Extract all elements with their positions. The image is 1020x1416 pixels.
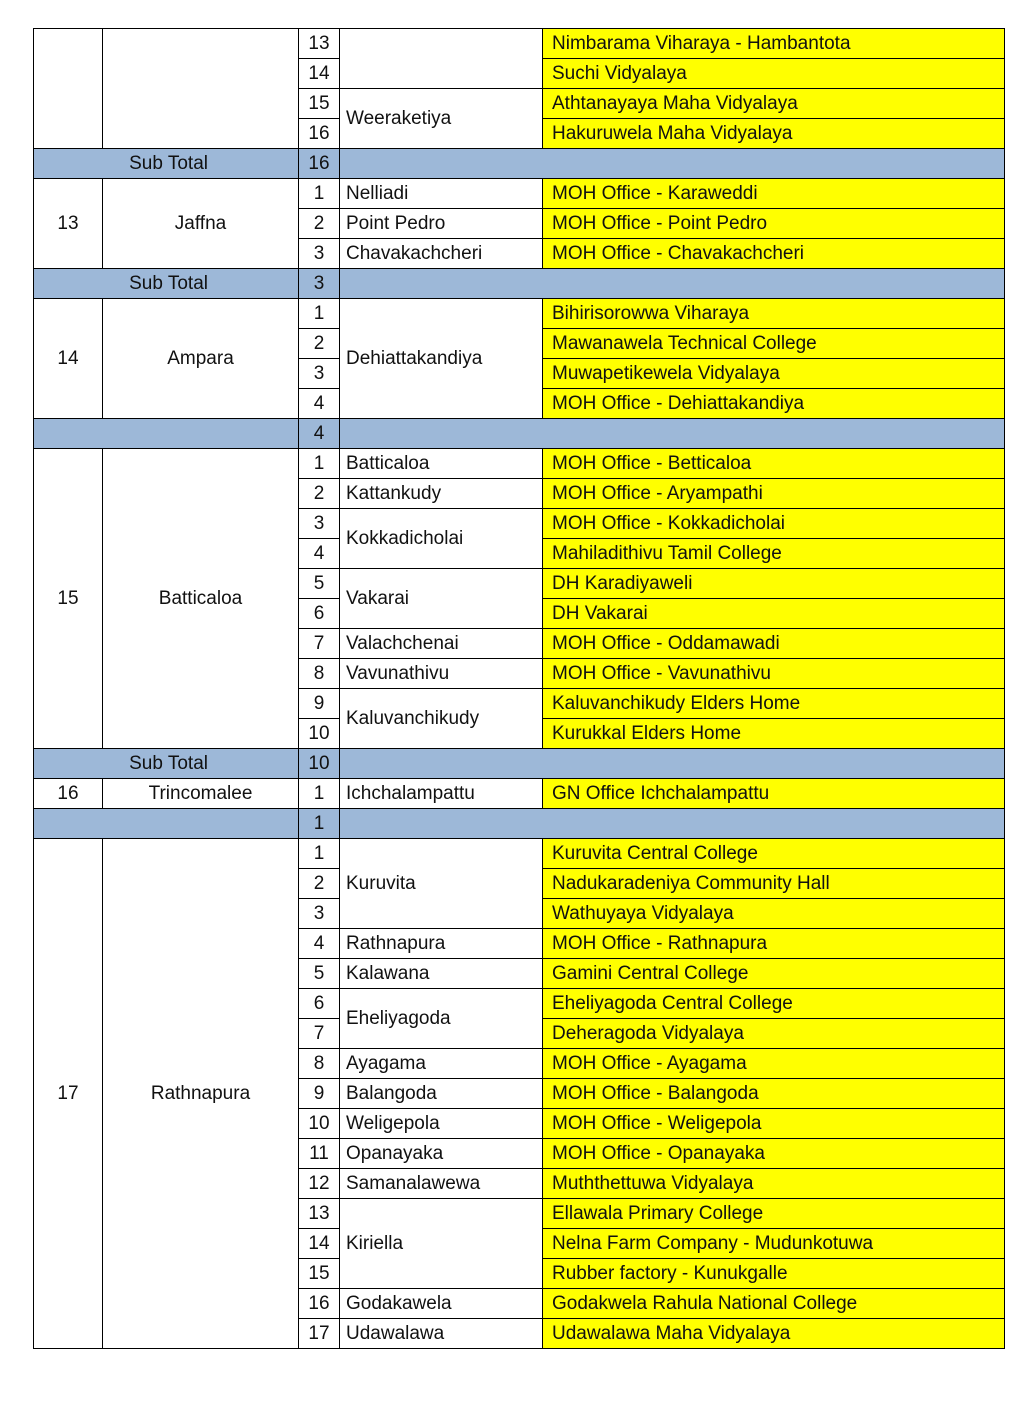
moh-area-cell: Nelliadi xyxy=(340,179,543,209)
serial-number-cell: 13 xyxy=(299,29,340,59)
serial-number-cell: 5 xyxy=(299,959,340,989)
subtotal-count: 3 xyxy=(299,269,340,299)
subtotal-count: 1 xyxy=(299,809,340,839)
table-row xyxy=(34,839,1005,869)
serial-number-cell: 9 xyxy=(299,689,340,719)
serial-number-cell: 15 xyxy=(299,89,340,119)
location-cell: Gamini Central College xyxy=(543,959,1005,989)
serial-number-cell: 16 xyxy=(299,119,340,149)
serial-number-cell: 2 xyxy=(299,329,340,359)
serial-number-cell: 11 xyxy=(299,1139,340,1169)
serial-number-cell: 15 xyxy=(299,1259,340,1289)
moh-area-cell: Valachchenai xyxy=(340,629,543,659)
location-cell: MOH Office - Aryampathi xyxy=(543,479,1005,509)
location-cell: Nimbarama Viharaya - Hambantota xyxy=(543,29,1005,59)
serial-number-cell: 14 xyxy=(299,59,340,89)
location-cell: MOH Office - Dehiattakandiya xyxy=(543,389,1005,419)
moh-area-cell: Kiriella xyxy=(340,1199,543,1289)
table-row xyxy=(34,779,1005,809)
moh-area-cell: Vavunathivu xyxy=(340,659,543,689)
location-cell: MOH Office - Kokkadicholai xyxy=(543,509,1005,539)
table-row xyxy=(34,29,1005,59)
subtotal-label: Sub Total xyxy=(34,269,299,299)
serial-number-cell: 5 xyxy=(299,569,340,599)
table-row xyxy=(34,299,1005,329)
location-cell: MOH Office - Chavakachcheri xyxy=(543,239,1005,269)
location-cell: Muththettuwa Vidyalaya xyxy=(543,1169,1005,1199)
location-cell: Suchi Vidyalaya xyxy=(543,59,1005,89)
moh-area-cell: Point Pedro xyxy=(340,209,543,239)
table-row xyxy=(34,449,1005,479)
serial-number-cell: 7 xyxy=(299,1019,340,1049)
location-cell: MOH Office - Vavunathivu xyxy=(543,659,1005,689)
serial-number-cell: 6 xyxy=(299,989,340,1019)
location-cell: Eheliyagoda Central College xyxy=(543,989,1005,1019)
subtotal-row xyxy=(34,749,1005,779)
location-cell: MOH Office - Weligepola xyxy=(543,1109,1005,1139)
serial-number-cell: 13 xyxy=(299,1199,340,1229)
location-cell: Ellawala Primary College xyxy=(543,1199,1005,1229)
serial-number-cell: 8 xyxy=(299,659,340,689)
moh-area-cell: Udawalawa xyxy=(340,1319,543,1349)
subtotal-label xyxy=(34,419,299,449)
serial-number-cell: 14 xyxy=(299,1229,340,1259)
subtotal-row xyxy=(34,269,1005,299)
serial-number-cell: 1 xyxy=(299,449,340,479)
location-cell: Rubber factory - Kunukgalle xyxy=(543,1259,1005,1289)
district-number-cell: 15 xyxy=(34,449,103,749)
moh-area-cell: Kuruvita xyxy=(340,839,543,929)
moh-area-cell xyxy=(340,29,543,89)
moh-area-cell: Kalawana xyxy=(340,959,543,989)
location-cell: DH Karadiyaweli xyxy=(543,569,1005,599)
serial-number-cell: 1 xyxy=(299,839,340,869)
vaccination-centres-table xyxy=(33,28,1005,1349)
moh-area-cell: Opanayaka xyxy=(340,1139,543,1169)
location-cell: Deheragoda Vidyalaya xyxy=(543,1019,1005,1049)
serial-number-cell: 10 xyxy=(299,719,340,749)
serial-number-cell: 10 xyxy=(299,1109,340,1139)
location-cell: Hakuruwela Maha Vidyalaya xyxy=(543,119,1005,149)
serial-number-cell: 2 xyxy=(299,209,340,239)
serial-number-cell: 3 xyxy=(299,239,340,269)
district-number-cell: 14 xyxy=(34,299,103,419)
moh-area-cell: Rathnapura xyxy=(340,929,543,959)
district-number-cell: 13 xyxy=(34,179,103,269)
district-number-cell: 16 xyxy=(34,779,103,809)
subtotal-count: 10 xyxy=(299,749,340,779)
subtotal-row xyxy=(34,149,1005,179)
district-name-cell: Trincomalee xyxy=(103,779,299,809)
location-cell: Udawalawa Maha Vidyalaya xyxy=(543,1319,1005,1349)
location-cell: Nadukaradeniya Community Hall xyxy=(543,869,1005,899)
district-name-cell: Rathnapura xyxy=(103,839,299,1349)
location-cell: Kurukkal Elders Home xyxy=(543,719,1005,749)
location-cell: Nelna Farm Company - Mudunkotuwa xyxy=(543,1229,1005,1259)
location-cell: MOH Office - Ayagama xyxy=(543,1049,1005,1079)
moh-area-cell: Vakarai xyxy=(340,569,543,629)
moh-area-cell: Ichchalampattu xyxy=(340,779,543,809)
serial-number-cell: 3 xyxy=(299,509,340,539)
serial-number-cell: 3 xyxy=(299,359,340,389)
moh-area-cell: Batticaloa xyxy=(340,449,543,479)
location-cell: MOH Office - Rathnapura xyxy=(543,929,1005,959)
subtotal-blank-cell xyxy=(340,809,1005,839)
location-cell: Muwapetikewela Vidyalaya xyxy=(543,359,1005,389)
location-cell: Kuruvita Central College xyxy=(543,839,1005,869)
subtotal-label: Sub Total xyxy=(34,749,299,779)
moh-area-cell: Kaluvanchikudy xyxy=(340,689,543,749)
location-cell: Bihirisorowwa Viharaya xyxy=(543,299,1005,329)
moh-area-cell: Balangoda xyxy=(340,1079,543,1109)
serial-number-cell: 1 xyxy=(299,779,340,809)
subtotal-blank-cell xyxy=(340,419,1005,449)
serial-number-cell: 6 xyxy=(299,599,340,629)
table-row xyxy=(34,179,1005,209)
moh-area-cell: Chavakachcheri xyxy=(340,239,543,269)
district-number-cell: 17 xyxy=(34,839,103,1349)
district-name-cell: Jaffna xyxy=(103,179,299,269)
district-name-cell: Ampara xyxy=(103,299,299,419)
location-cell: DH Vakarai xyxy=(543,599,1005,629)
moh-area-cell: Ayagama xyxy=(340,1049,543,1079)
location-cell: Kaluvanchikudy Elders Home xyxy=(543,689,1005,719)
subtotal-row xyxy=(34,809,1005,839)
moh-area-cell: Kokkadicholai xyxy=(340,509,543,569)
subtotal-row xyxy=(34,419,1005,449)
location-cell: GN Office Ichchalampattu xyxy=(543,779,1005,809)
moh-area-cell: Dehiattakandiya xyxy=(340,299,543,419)
location-cell: Mahiladithivu Tamil College xyxy=(543,539,1005,569)
subtotal-blank-cell xyxy=(340,749,1005,779)
location-cell: Godakwela Rahula National College xyxy=(543,1289,1005,1319)
serial-number-cell: 12 xyxy=(299,1169,340,1199)
moh-area-cell: Weeraketiya xyxy=(340,89,543,149)
serial-number-cell: 17 xyxy=(299,1319,340,1349)
subtotal-label xyxy=(34,809,299,839)
serial-number-cell: 4 xyxy=(299,929,340,959)
serial-number-cell: 8 xyxy=(299,1049,340,1079)
subtotal-count: 16 xyxy=(299,149,340,179)
serial-number-cell: 7 xyxy=(299,629,340,659)
subtotal-blank-cell xyxy=(340,149,1005,179)
serial-number-cell: 1 xyxy=(299,299,340,329)
location-cell: Athtanayaya Maha Vidyalaya xyxy=(543,89,1005,119)
moh-area-cell: Godakawela xyxy=(340,1289,543,1319)
location-cell: MOH Office - Karaweddi xyxy=(543,179,1005,209)
location-cell: MOH Office - Balangoda xyxy=(543,1079,1005,1109)
subtotal-count: 4 xyxy=(299,419,340,449)
district-name-cell: Batticaloa xyxy=(103,449,299,749)
location-cell: MOH Office - Opanayaka xyxy=(543,1139,1005,1169)
location-cell: Wathuyaya Vidyalaya xyxy=(543,899,1005,929)
subtotal-blank-cell xyxy=(340,269,1005,299)
moh-area-cell: Weligepola xyxy=(340,1109,543,1139)
moh-area-cell: Eheliyagoda xyxy=(340,989,543,1049)
location-cell: Mawanawela Technical College xyxy=(543,329,1005,359)
serial-number-cell: 4 xyxy=(299,389,340,419)
moh-area-cell: Samanalawewa xyxy=(340,1169,543,1199)
serial-number-cell: 1 xyxy=(299,179,340,209)
subtotal-label: Sub Total xyxy=(34,149,299,179)
serial-number-cell: 9 xyxy=(299,1079,340,1109)
serial-number-cell: 3 xyxy=(299,899,340,929)
serial-number-cell: 4 xyxy=(299,539,340,569)
district-name-cell xyxy=(103,29,299,149)
moh-area-cell: Kattankudy xyxy=(340,479,543,509)
location-cell: MOH Office - Point Pedro xyxy=(543,209,1005,239)
location-cell: MOH Office - Oddamawadi xyxy=(543,629,1005,659)
location-cell: MOH Office - Betticaloa xyxy=(543,449,1005,479)
serial-number-cell: 2 xyxy=(299,479,340,509)
serial-number-cell: 16 xyxy=(299,1289,340,1319)
serial-number-cell: 2 xyxy=(299,869,340,899)
district-number-cell xyxy=(34,29,103,149)
